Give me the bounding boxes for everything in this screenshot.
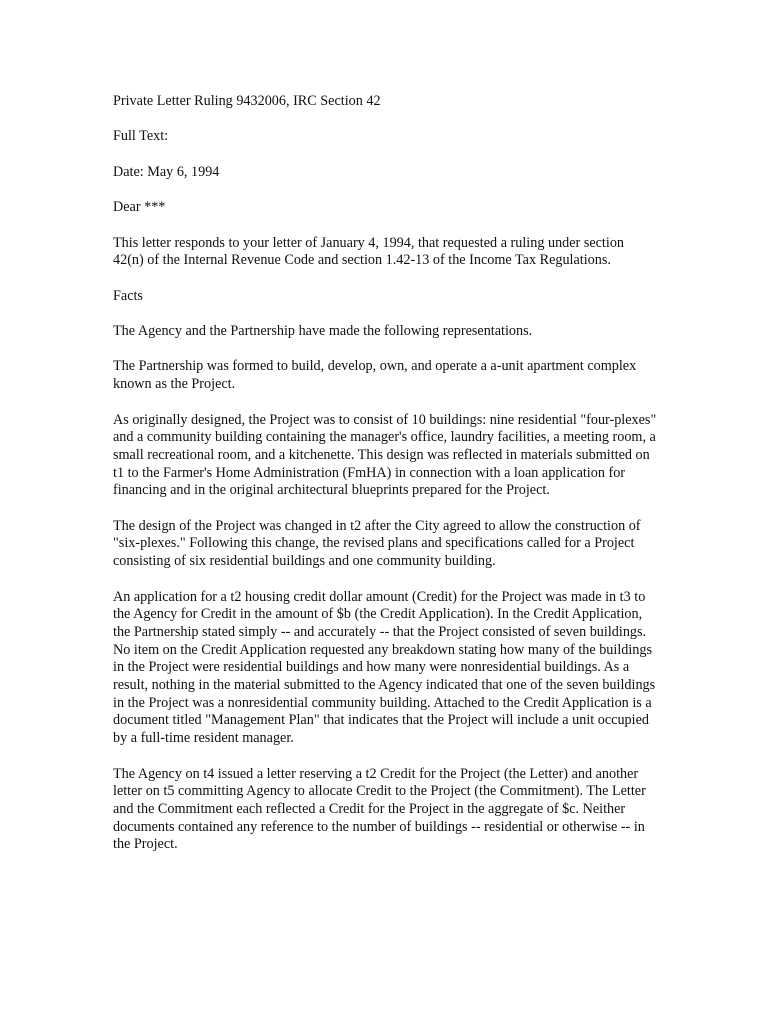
section-heading-facts: Facts [113, 287, 143, 304]
letter-body [113, 93, 658, 872]
paragraph-representations: The Agency and the Partnership have made the following representations. [113, 323, 533, 340]
letter-date: Date: May 6, 1994 [113, 163, 220, 180]
intro-paragraph: This letter responds to your letter of January 4, 1994, that requested a ruling under section 42(n) of the Internal Revenue Code and section 1.42-13 of the Income Tax Regulations. [113, 234, 625, 269]
salutation: Dear *** [113, 199, 166, 216]
paragraph-credit-application: An application for a t2 housing credit dollar amount (Credit) for the Project was made in t3 to the Agency for Credit in the amount of $b (the Credit Application). In the Credit Application, the Partnership stated simply -- and accurately -- that the Project consisted of seven buildings. No item on the Credit Application requested any breakdown stating how many of the buildings in the Project were residential buildings and how many were nonresidential buildings. As a result, nothing in the material submitted to the Agency indicated that one of the seven buildings in the Project was a nonresidential community building. Attached to the Credit Application is a document titled "Management Plan" that indicates that the Project will include a unit occupied by a full-time resident manager. [113, 588, 656, 747]
ruling-title: Private Letter Ruling 9432006, IRC Section 42 [113, 93, 381, 109]
paragraph-partnership: The Partnership was formed to build, develop, own, and operate a a-unit apartment complex known as the Project. [113, 358, 637, 393]
paragraph-agency-letter: The Agency on t4 issued a letter reserving a t2 Credit for the Project (the Letter) and another letter on t5 committing Agency to allocate Credit to the Project (the Commitment). The Letter and the Commitment each reflected a Credit for the Project in the aggregate of $c. Neither documents contained any reference to the number of buildings -- residential or otherwise -- in the Project. [113, 765, 646, 853]
full-text-label: Full Text: [113, 128, 169, 145]
paragraph-design-change: The design of the Project was changed in t2 after the City agreed to allow the construction of "six-plexes." Following this change, the revised plans and specifications called for a Project consisting of six residential buildings and one community building. [113, 517, 641, 570]
paragraph-original-design: As originally designed, the Project was to consist of 10 buildings: nine residential "four-plexes" and a community building containing the manager's office, laundry facilities, a meeting room, a small recreational room, and a kitchenette. This design was reflected in materials submitted on t1 to the Farmer's Home Administration (FmHA) in connection with a loan application for financing and in the original architectural blueprints prepared for the Project. [113, 411, 657, 499]
